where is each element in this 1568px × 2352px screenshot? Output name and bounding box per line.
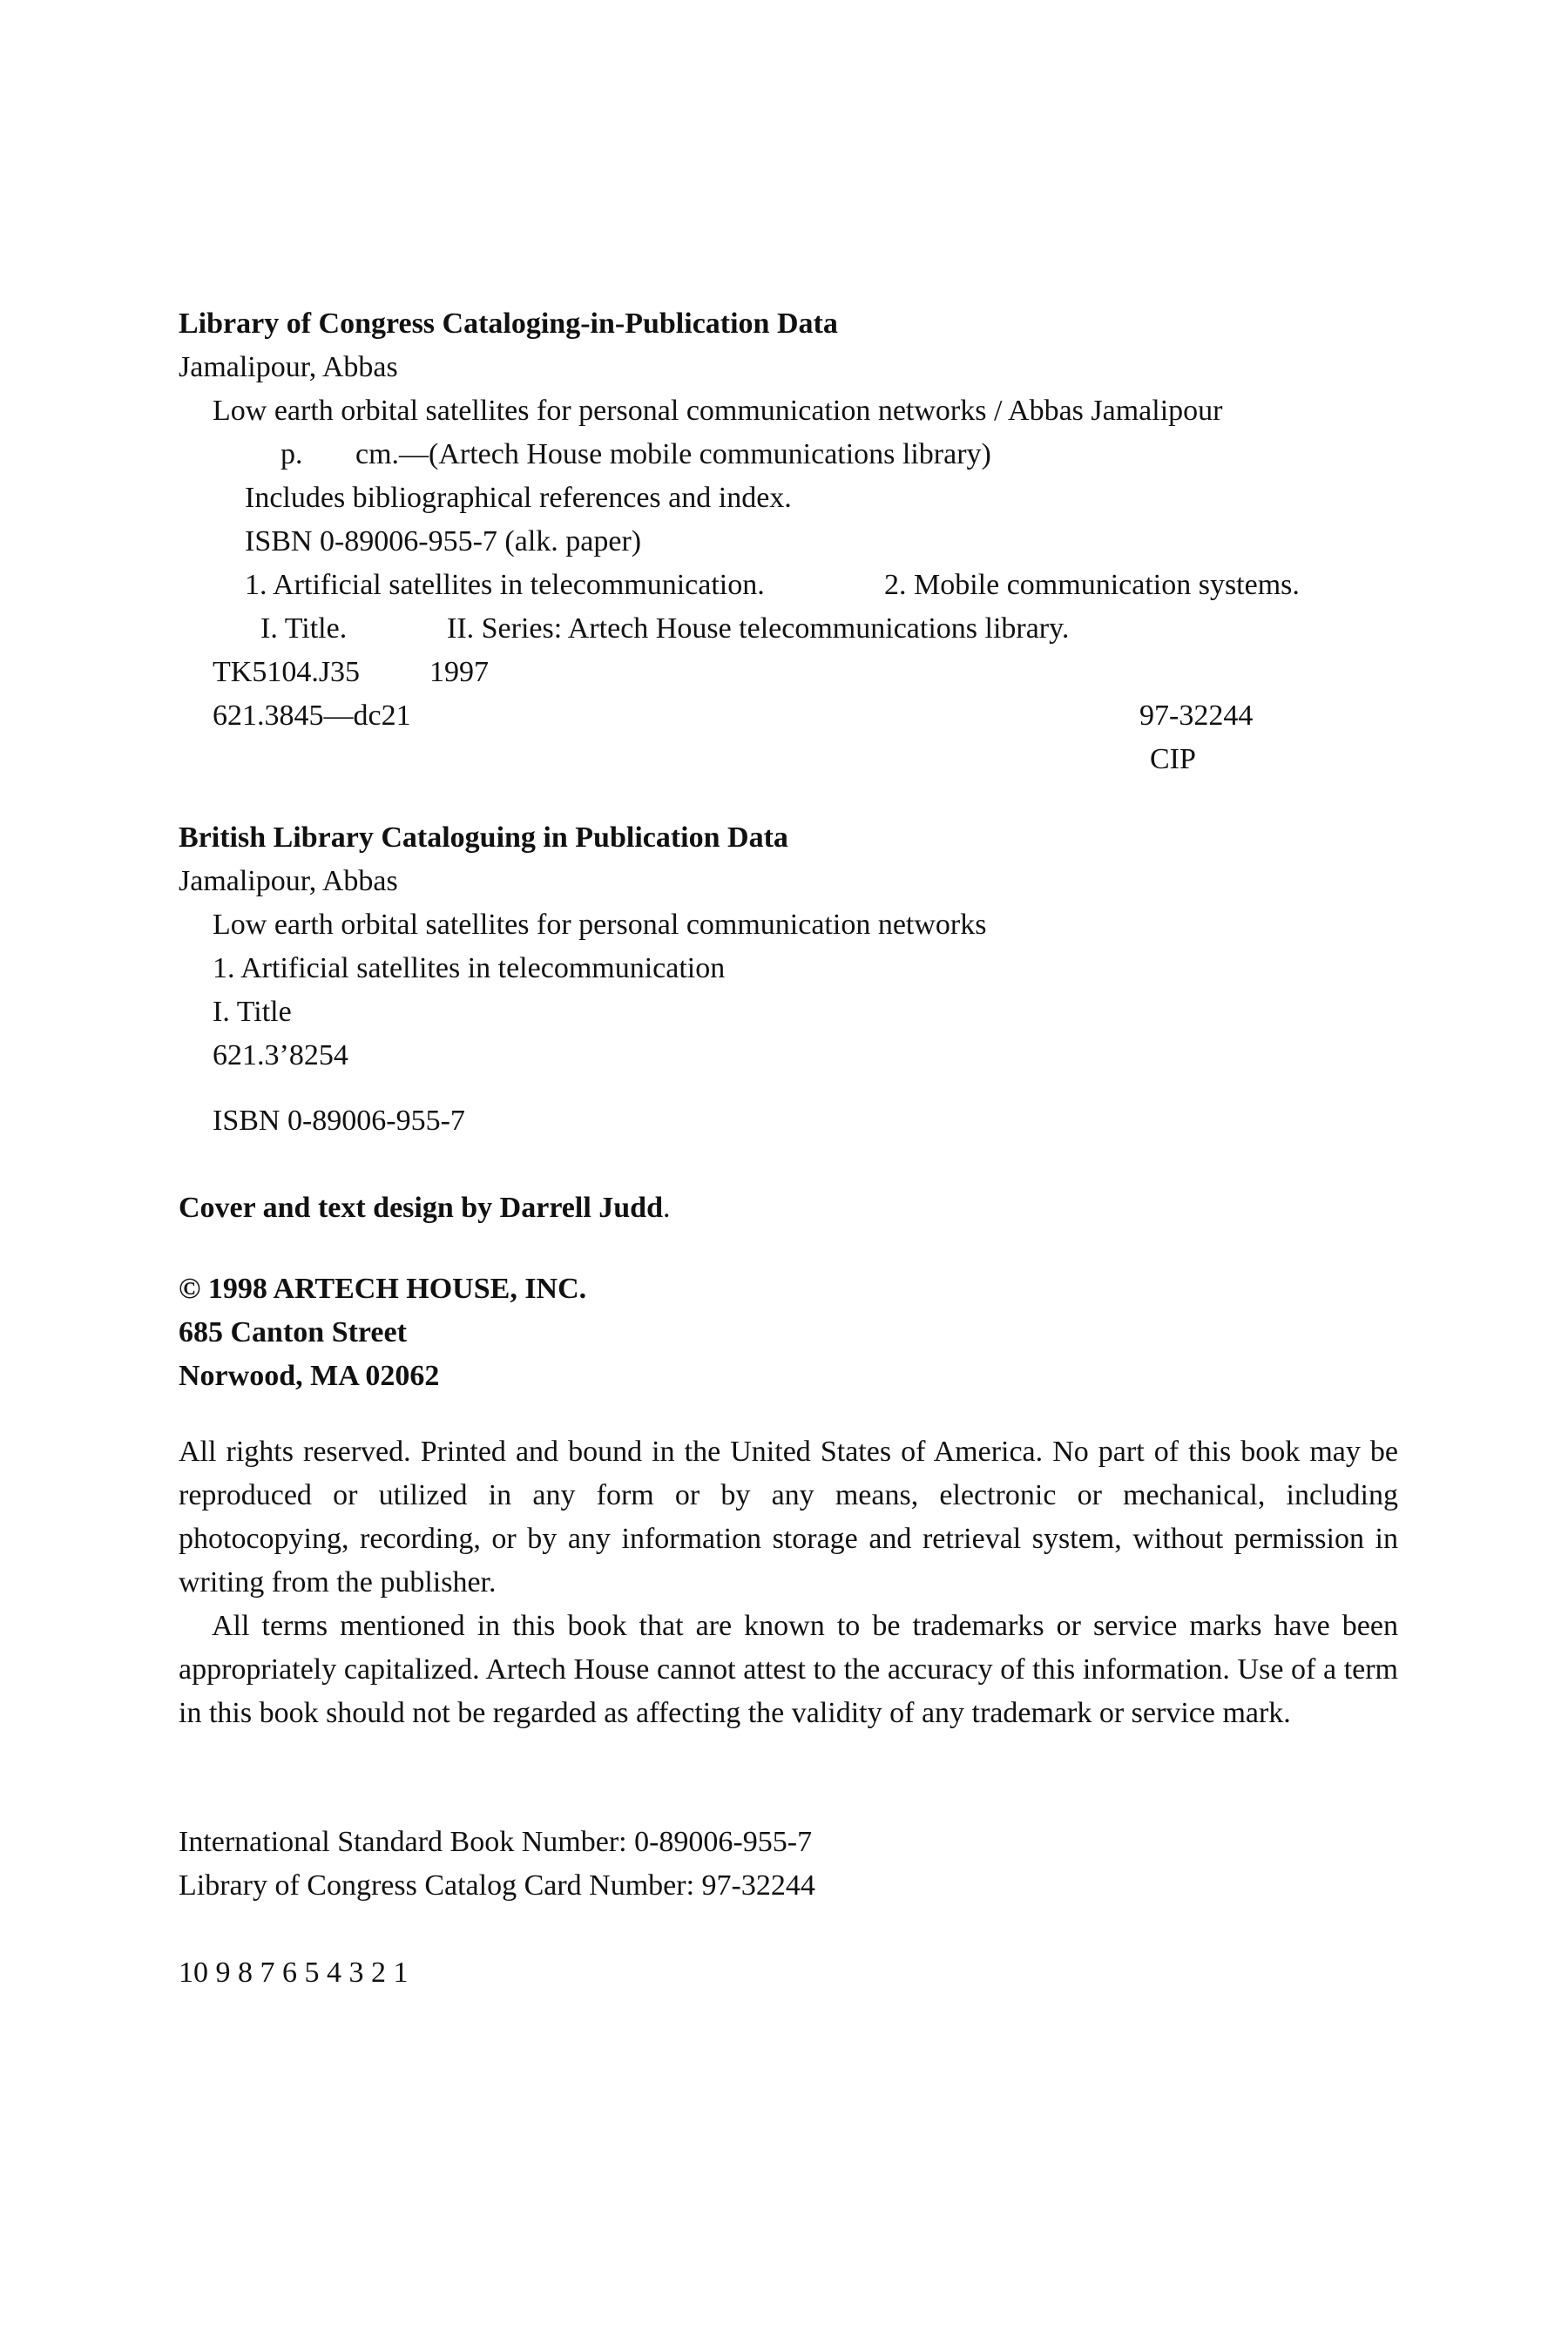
design-credit-period: .	[663, 1192, 671, 1224]
loc-pagination-p: p.	[280, 438, 303, 470]
printing-line: 10 9 8 7 6 5 4 3 2 1	[179, 1957, 409, 1989]
copyright-line: © 1998 ARTECH HOUSE, INC.	[179, 1273, 587, 1305]
loc-heading: Library of Congress Cataloging-in-Publication Data	[179, 308, 838, 340]
british-title-line: Low earth orbital satellites for personal communication networks	[213, 909, 987, 941]
lccn-line: Library of Congress Catalog Card Number: 97-32244	[179, 1869, 815, 1902]
publisher-street: 685 Canton Street	[179, 1316, 407, 1348]
design-credit	[179, 1186, 671, 1230]
loc-subject-1: 1. Artificial satellites in telecommunication.	[245, 569, 765, 601]
rights-paragraph-2: All terms mentioned in this book that are known to be trademarks or service marks have been appropriately capitalized. Artech House cannot attest to the accuracy of this information. Use of a term in this book should not be regarded as affecting the validity of any trademark or service mark.	[179, 1610, 1398, 1729]
british-heading: British Library Cataloguing in Publication Data	[179, 821, 788, 854]
design-credit-text: Cover and text design by Darrell Judd	[179, 1192, 664, 1224]
publisher-city: Norwood, MA 02062	[179, 1360, 440, 1392]
loc-includes: Includes bibliographical references and index.	[245, 482, 792, 514]
loc-added-entry-2: II. Series: Artech House telecommunications library.	[447, 612, 1070, 645]
loc-cip: CIP	[1150, 743, 1196, 775]
loc-added-entry-1: I. Title.	[260, 612, 348, 645]
isbn-line: International Standard Book Number: 0-89006-955-7	[179, 1826, 813, 1858]
loc-subject-2: 2. Mobile communication systems.	[884, 569, 1300, 601]
loc-title-line: Low earth orbital satellites for personal communication networks / Abbas Jamalipour	[213, 395, 1223, 427]
loc-author: Jamalipour, Abbas	[179, 351, 398, 383]
loc-pagination-cm: cm.—(Artech House mobile communications library)	[355, 438, 991, 470]
loc-year: 1997	[429, 656, 489, 688]
british-subject-1: 1. Artificial satellites in telecommunication	[213, 952, 726, 984]
british-author: Jamalipour, Abbas	[179, 865, 398, 897]
rights-paragraph-1: All rights reserved. Printed and bound in the United States of America. No part of this book may be reproduced or utilized in any form or by any means, electronic or mechanical, including photocopying, recording, or by any information storage and retrieval system, without permission in writing from the publisher.	[179, 1436, 1398, 1598]
loc-card-number: 97-32244	[1139, 700, 1254, 732]
loc-isbn: ISBN 0-89006-955-7 (alk. paper)	[245, 525, 642, 558]
british-isbn: ISBN 0-89006-955-7	[213, 1105, 465, 1137]
loc-dewey: 621.3845—dc21	[213, 700, 411, 732]
british-class-number: 621.3’8254	[213, 1039, 348, 1071]
british-added-entry-1: I. Title	[213, 996, 292, 1028]
loc-call-number: TK5104.J35	[213, 656, 361, 688]
